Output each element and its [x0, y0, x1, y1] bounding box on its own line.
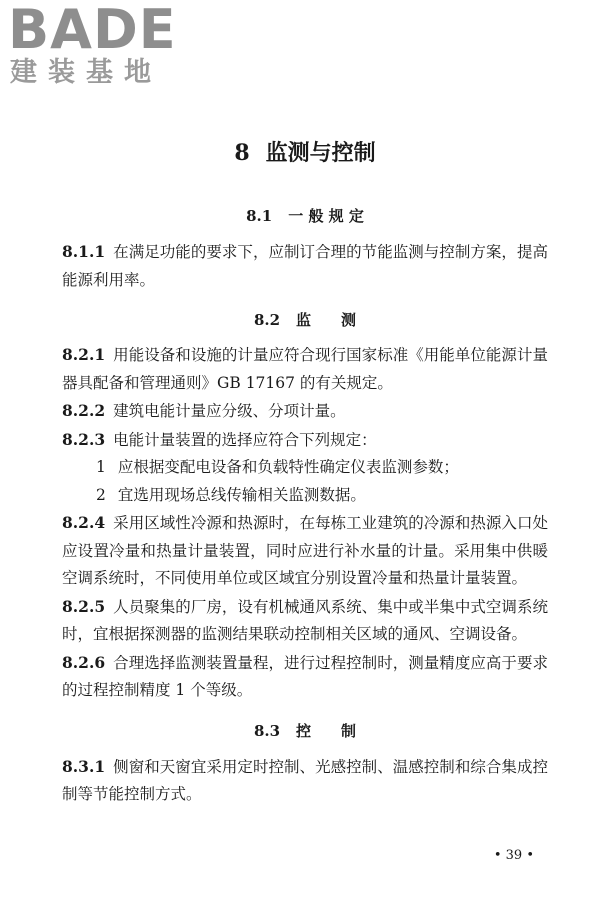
clause-number: 8.3.1 — [62, 756, 106, 776]
document-body — [62, 130, 548, 809]
logo-subtitle: 建装基地 — [10, 57, 162, 88]
section-title: 一 般 规 定 — [288, 207, 364, 225]
section-title: 控 制 — [296, 721, 357, 740]
section-number: 8.3 — [253, 721, 281, 740]
section-number: 8.2 — [253, 311, 281, 329]
section-title: 监 测 — [296, 311, 357, 329]
list-item — [62, 454, 548, 482]
clause-8-1-1 — [62, 238, 548, 294]
logo-mark: BADE — [8, 0, 177, 61]
clause-text: 在满足功能的要求下，应制订合理的节能监测与控制方案，提高能源利用率。 — [62, 243, 548, 289]
clause-text: 采用区域性冷源和热源时，在每栋工业建筑的冷源和热源入口处应设置冷量和热量计量装置，同时应进行补水量的计量。采用集中供暖空调系统时，不同使用单位或区域宜分别设置冷量和热量计量装置。 — [62, 514, 548, 587]
chapter-number: 8 — [234, 140, 250, 166]
section-number: 8.1 — [246, 207, 273, 225]
clause-text: 侧窗和天窗宜采用定时控制、光感控制、温感控制和综合集成控制等节能控制方式。 — [62, 757, 548, 803]
item-number: 1 — [96, 458, 106, 476]
clause-number: 8.2.2 — [62, 401, 106, 420]
section-heading-8-1 — [62, 204, 548, 228]
clause-text: 用能设备和设施的计量应符合现行国家标准《用能单位能源计量器具配备和管理通则》GB 17167 的有关规定。 — [62, 346, 548, 392]
clause-8-2-3 — [62, 426, 548, 455]
clause-number: 8.2.6 — [62, 652, 106, 672]
section-heading-8-2 — [62, 308, 548, 332]
item-text: 应根据变配电设备和负载特性确定仪表监测参数； — [117, 458, 459, 476]
clause-8-2-6 — [62, 649, 548, 705]
clause-8-2-5 — [62, 593, 548, 649]
clause-number: 8.2.1 — [62, 345, 106, 364]
chapter-heading — [62, 138, 548, 168]
item-text: 宜选用现场总线传输相关监测数据。 — [117, 485, 366, 504]
clause-8-2-2 — [62, 397, 548, 426]
clause-text: 合理选择监测装置量程，进行过程控制时，测量精度应高于要求的过程控制精度 1 个等级。 — [62, 653, 548, 699]
page-number: • 39 • — [493, 848, 534, 863]
clause-text: 建筑电能计量应分级、分项计量。 — [113, 402, 346, 420]
clause-text: 人员聚集的厂房，设有机械通风系统、集中或半集中式空调系统时，宜根据探测器的监测结果联动控制相关区域的通风、空调设备。 — [62, 597, 548, 643]
clause-number: 8.2.5 — [62, 596, 106, 616]
list-item — [62, 482, 548, 510]
clause-text: 电能计量装置的选择应符合下列规定： — [113, 430, 377, 449]
chapter-title: 监测与控制 — [265, 140, 376, 166]
clause-number: 8.1.1 — [62, 242, 106, 261]
clause-8-2-1 — [62, 341, 548, 397]
clause-8-2-4 — [62, 509, 548, 593]
clause-8-3-1 — [62, 753, 548, 809]
clause-number: 8.2.4 — [62, 513, 106, 532]
clause-number: 8.2.3 — [62, 429, 106, 449]
section-heading-8-3 — [62, 719, 548, 743]
item-number: 2 — [96, 485, 106, 504]
bade-logo — [8, 0, 177, 90]
